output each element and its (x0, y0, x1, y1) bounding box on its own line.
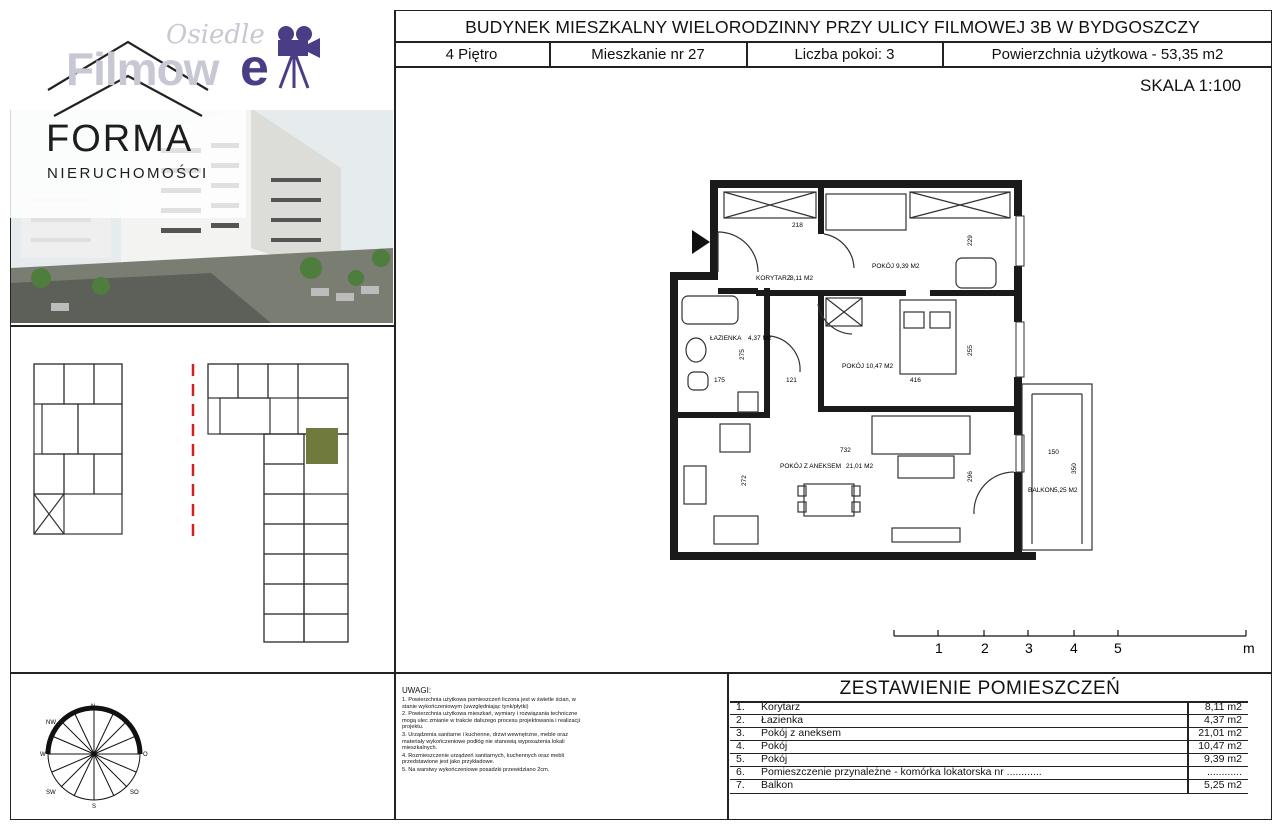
row-number: 3. (736, 727, 745, 739)
entrance-arrow-icon (692, 230, 710, 254)
scale-tick-4: 4 (1070, 640, 1078, 656)
row-name: Pomieszczenie przynależne - komórka lokatorska nr ............ (761, 766, 1042, 778)
floor-plan (660, 172, 1110, 564)
row-number: 1. (736, 701, 745, 713)
compass-w: W (40, 752, 46, 758)
row-number: 4. (736, 740, 745, 752)
dim-121: 121 (786, 377, 797, 384)
building-title: BUDYNEK MIESZKALNY WIELORODZINNY PRZY ULICY FILMOWEJ 3B W BYDGOSZCZY (465, 16, 1200, 37)
left-photo-bottom (10, 325, 395, 327)
scale-tick-1: 1 (935, 640, 943, 656)
table-row (732, 727, 1246, 740)
notes-list (402, 697, 580, 775)
dim-272: 272 (741, 475, 748, 486)
room-area-pokoj-aneks: 21,01 M2 (846, 463, 874, 470)
dim-150: 150 (1048, 449, 1059, 456)
note-item: 1. Powierzchnia użytkowa pomieszczeń liczona jest w świetle ścian, w stanie wykończeniowym (uwzględniając tynk/płytki) (402, 697, 576, 710)
compass-rose (38, 702, 150, 810)
scale-label: SKALA 1:100 (1140, 76, 1242, 95)
table-row (732, 779, 1246, 792)
dim-229: 229 (967, 235, 974, 246)
room-label-pokoj-aneks: POKÓJ Z ANEKSEM (780, 463, 842, 470)
dim-275: 275 (739, 349, 746, 360)
compass-so: SO (130, 790, 139, 796)
table-row (732, 714, 1246, 727)
table-row (732, 740, 1246, 753)
rooms-summary-title: ZESTAWIENIE POMIESZCZEŃ (839, 678, 1121, 699)
note-item: 3. Urządzenia sanitarne i kuchenne, drzwi wewnętrzne, meble oraz materiały wykończeniowe podłóg nie stanowią wyposażenia lokali mieszkalnych. (402, 731, 569, 752)
floor-label: 4 Piętro (445, 45, 498, 63)
row-name: Łazienka (761, 714, 804, 726)
scale-tick-5: 5 (1114, 640, 1122, 656)
row-value: 10,47 m2 (1198, 740, 1242, 752)
area-label: Powierzchnia użytkowa - 53,35 m2 (991, 45, 1224, 63)
compass-sw: SW (46, 790, 56, 796)
row-name: Pokój z aneksem (761, 727, 841, 739)
room-label-korytarz: KORYTARZ (756, 275, 791, 282)
table-line (730, 793, 1248, 794)
highlighted-unit (306, 428, 338, 464)
dim-255: 255 (967, 345, 974, 356)
key-plan (28, 356, 368, 652)
row-name: Pokój (761, 753, 788, 765)
row-name: Korytarz (761, 701, 801, 713)
note-item: 2. Powierzchnia użytkowa mieszkań, wymiary i rozwiązania techniczne mogą ulec zmianie w trakcie dalszego procesu projektowania i realizacji projektu. (402, 711, 580, 731)
row-value: 8,11 m2 (1204, 701, 1242, 713)
dim-175: 175 (714, 377, 725, 384)
room-label-lazienka: ŁAZIENKA (710, 335, 742, 342)
notes-heading: UWAGI: (402, 686, 432, 695)
dim-218: 218 (792, 222, 803, 229)
osiedle-logo-text: Osiedle (166, 20, 265, 50)
dim-350: 350 (1071, 463, 1078, 474)
compass-n: N (91, 704, 96, 710)
dim-732: 732 (840, 447, 851, 454)
row-number: 2. (736, 714, 745, 726)
room-label-pokoj-4: POKÓJ (842, 363, 865, 370)
compass-nw: NW (46, 720, 56, 726)
row-name: Pokój (761, 740, 788, 752)
row-value: 4,37 m2 (1204, 714, 1242, 726)
note-item: 4. Rozmieszczenie urządzeń sanitarnych, kuchennych oraz mebli przedstawione jest jako przykładowe. (402, 752, 564, 766)
scale-tick-3: 3 (1025, 640, 1033, 656)
room-label-balkon: BALKON (1028, 487, 1055, 494)
row-value: 21,01 m2 (1198, 727, 1242, 739)
camera-icon (272, 24, 322, 90)
row-number: 6. (736, 766, 745, 778)
row-number: 5. (736, 753, 745, 765)
room-area-balkon: 5,25 M2 (1054, 487, 1078, 494)
filmowe-logo-text: Filmow (66, 43, 219, 95)
row-value: 5,25 m2 (1204, 779, 1242, 791)
table-row (732, 766, 1246, 779)
row-value: 9,39 m2 (1204, 753, 1242, 765)
room-label-pokoj-5: POKÓJ (872, 263, 895, 270)
scale-unit: m (1243, 640, 1255, 656)
left-divider (394, 10, 396, 820)
dim-416: 416 (910, 377, 921, 384)
table-row (732, 753, 1246, 766)
note-item: 5. Na warstwy wykończeniowe posadzki przewidziano 2cm. (402, 766, 550, 773)
room-area-pokoj-4: 10,47 M2 (866, 363, 894, 370)
notes-divider (727, 672, 729, 820)
apartment-label: Mieszkanie nr 27 (591, 45, 705, 63)
filmowe-logo-e: e (240, 39, 269, 97)
room-area-lazienka: 4,37 M2 (748, 335, 772, 342)
compass-o: O (143, 752, 148, 758)
table-row (732, 701, 1246, 714)
room-area-pokoj-5: 9,39 M2 (896, 263, 920, 270)
rooms-count-label: Liczba pokoi: 3 (794, 45, 895, 63)
scale-bar (888, 626, 1268, 658)
row-number: 7. (736, 779, 745, 791)
row-value: ............ (1206, 766, 1242, 778)
compass-s: S (92, 804, 97, 810)
dim-296: 296 (967, 471, 974, 482)
scale-tick-2: 2 (981, 640, 989, 656)
info-divider (394, 66, 1272, 68)
nieruchomosci-logo-text: NIERUCHOMOŚCI (47, 165, 209, 182)
forma-logo-text: FORMA (46, 118, 194, 160)
room-area-korytarz: 8,11 M2 (790, 275, 814, 282)
row-name: Balkon (761, 779, 794, 791)
bottom-divider (394, 672, 1272, 674)
left-keyplan-bottom (10, 672, 395, 674)
